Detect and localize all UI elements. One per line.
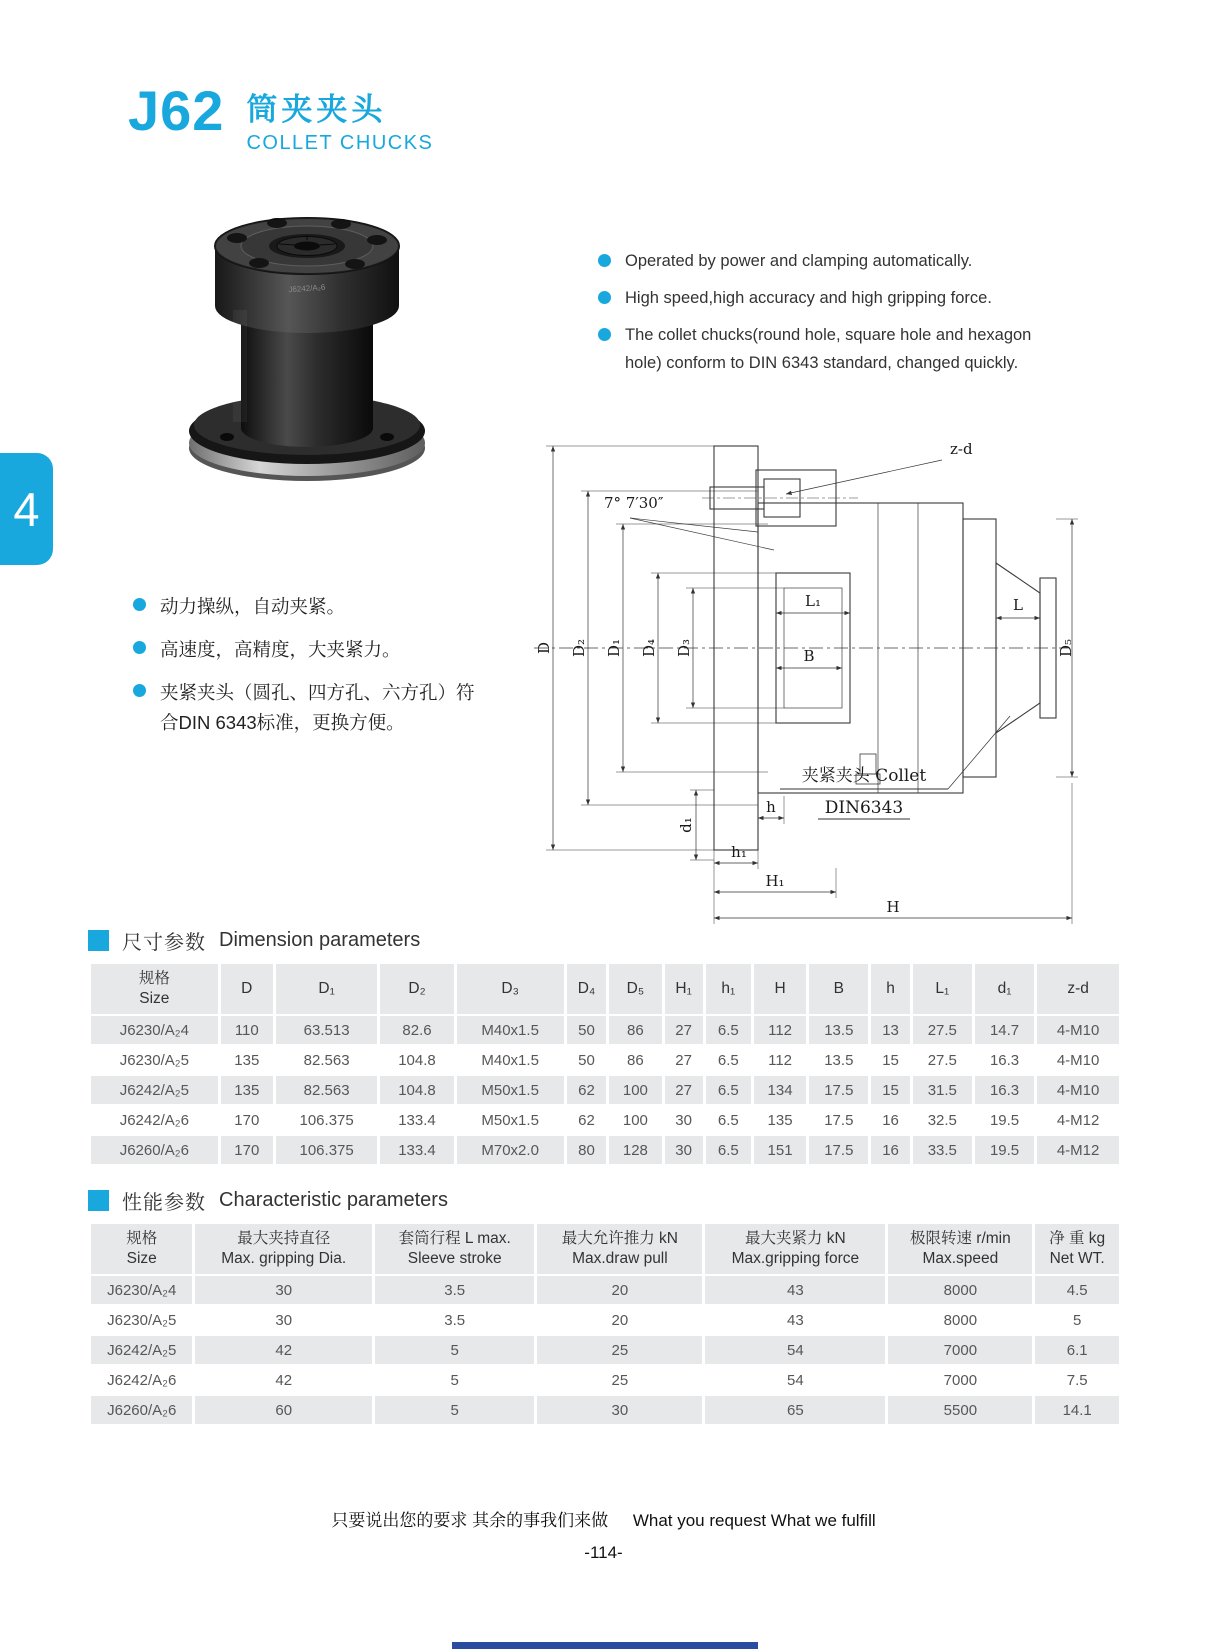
feature-text: 高速度，高精度，大夹紧力。 (160, 638, 401, 660)
table-cell: 16.3 (975, 1076, 1034, 1104)
feature-item (133, 678, 485, 738)
column-header: 规格 Size (91, 1224, 192, 1274)
column-header: D₂ (380, 964, 453, 1014)
feature-text: 动力操纵，自动夹紧。 (160, 596, 346, 617)
table-cell: 4-M12 (1037, 1136, 1119, 1164)
column-header: 规格 Size (91, 964, 218, 1014)
table-cell: 8000 (888, 1276, 1032, 1304)
drawing-label-L: L (1013, 596, 1023, 614)
table-cell: 62 (567, 1106, 607, 1134)
drawing-label-D1: D₁ (605, 638, 623, 658)
section-title-en: Dimension parameters (219, 929, 421, 951)
blue-square-icon (88, 1190, 109, 1211)
table-cell: 86 (609, 1046, 661, 1074)
table-cell: 32.5 (913, 1106, 972, 1134)
table-cell: 27 (665, 1016, 703, 1044)
table-cell: 30 (665, 1106, 703, 1134)
table-cell: 6.5 (706, 1136, 751, 1164)
table-row (91, 1136, 1119, 1164)
chapter-tab (0, 453, 53, 565)
table-cell: 128 (609, 1136, 661, 1164)
drawing-label-D2: D₂ (570, 638, 588, 658)
bullet-icon (598, 291, 611, 304)
size-cell: J6242/A₂6 (91, 1106, 218, 1134)
table-cell: 13.5 (809, 1046, 868, 1074)
table-cell: 6.5 (706, 1046, 751, 1074)
table-cell: 20 (537, 1306, 702, 1334)
table-cell: 82.563 (276, 1076, 377, 1104)
table-cell: 30 (195, 1276, 372, 1304)
blue-square-icon (88, 930, 109, 951)
table-cell: 5 (375, 1396, 534, 1424)
table-header-row (91, 964, 1119, 1014)
feature-text: The collet chucks(round hole, square hole and hexagon hole) conform to DIN 6343 standard, changed quickly. (625, 326, 1032, 372)
drawing-label-D5: D₅ (1057, 638, 1075, 658)
drawing-label-D3: D₃ (675, 638, 693, 658)
dimension-table-wrap (88, 962, 1122, 1166)
feature-item (598, 248, 1042, 275)
page-title-zh: 筒夹夹头 (246, 92, 387, 127)
size-cell: J6260/A₂6 (91, 1136, 218, 1164)
column-header: D (221, 964, 273, 1014)
column-header: 最大允许推力 kN Max.draw pull (537, 1224, 702, 1274)
table-cell: 133.4 (380, 1136, 453, 1164)
table-cell: 7.5 (1035, 1366, 1119, 1394)
table-cell: 104.8 (380, 1076, 453, 1104)
table-cell: 7000 (888, 1366, 1032, 1394)
feature-text: High speed,high accuracy and high gripping force. (625, 289, 992, 308)
table-cell: 5 (1035, 1306, 1119, 1334)
table-cell: 17.5 (809, 1136, 868, 1164)
drawing-label-zd: z-d (950, 440, 973, 458)
table-cell: 27.5 (913, 1046, 972, 1074)
table-cell: 16.3 (975, 1046, 1034, 1074)
table-cell: 33.5 (913, 1136, 972, 1164)
table-cell: 4.5 (1035, 1276, 1119, 1304)
table-cell: 42 (195, 1336, 372, 1364)
table-cell: 54 (705, 1366, 885, 1394)
feature-item (598, 322, 1042, 376)
column-header: H (754, 964, 806, 1014)
table-cell: 4-M12 (1037, 1106, 1119, 1134)
table-cell: 65 (705, 1396, 885, 1424)
table-cell: 14.1 (1035, 1396, 1119, 1424)
drawing-label-din: DIN6343 (824, 798, 904, 818)
table-row (91, 1396, 1119, 1424)
table-cell: 13 (871, 1016, 909, 1044)
bullet-icon (133, 684, 146, 697)
table-row (91, 1306, 1119, 1334)
table-cell: 135 (221, 1076, 273, 1104)
column-header: D₁ (276, 964, 377, 1014)
table-cell: M50x1.5 (457, 1076, 564, 1104)
column-header: D₄ (567, 964, 607, 1014)
table-cell: 17.5 (809, 1106, 868, 1134)
size-cell: J6242/A₂6 (91, 1366, 192, 1394)
table-cell: 15 (871, 1046, 909, 1074)
table-cell: M40x1.5 (457, 1046, 564, 1074)
table-cell: 62 (567, 1076, 607, 1104)
table-cell: 50 (567, 1046, 607, 1074)
footer-slogan (0, 1506, 1207, 1531)
drawing-label-D4: D₄ (640, 638, 658, 658)
table-cell: 135 (221, 1046, 273, 1074)
table-cell: 15 (871, 1076, 909, 1104)
table-row (91, 1016, 1119, 1044)
footer-slogan-en: What you request What we fulfill (632, 1511, 876, 1530)
size-cell: J6242/A₂5 (91, 1076, 218, 1104)
table-cell: 170 (221, 1106, 273, 1134)
section-title-zh: 尺寸参数 (122, 932, 206, 954)
size-cell: J6242/A₂5 (91, 1336, 192, 1364)
table-cell: 13.5 (809, 1016, 868, 1044)
drawing-label-H: H (886, 898, 900, 916)
table-cell: 5500 (888, 1396, 1032, 1424)
drawing-label-collet: 夹紧夹头 Collet (801, 766, 927, 786)
bullet-icon (598, 254, 611, 267)
table-cell: 133.4 (380, 1106, 453, 1134)
size-cell: J6260/A₂6 (91, 1396, 192, 1424)
table-cell: 86 (609, 1016, 661, 1044)
table-cell: 43 (705, 1276, 885, 1304)
drawing-label-d1: d₁ (677, 817, 695, 833)
section-title-en: Characteristic parameters (219, 1189, 448, 1211)
table-row (91, 1276, 1119, 1304)
table-cell: 82.563 (276, 1046, 377, 1074)
feature-text: Operated by power and clamping automatically. (625, 252, 973, 270)
column-header: D₅ (609, 964, 661, 1014)
table-cell: 112 (754, 1016, 806, 1044)
table-cell: 19.5 (975, 1136, 1034, 1164)
column-header: 套筒行程 L max. Sleeve stroke (375, 1224, 534, 1274)
size-cell: J6230/A₂4 (91, 1016, 218, 1044)
table-cell: 50 (567, 1016, 607, 1044)
column-header: h (871, 964, 909, 1014)
column-header: 净 重 kg Net WT. (1035, 1224, 1119, 1274)
table-cell: 100 (609, 1106, 661, 1134)
column-header: D₃ (457, 964, 564, 1014)
table-cell: 4-M10 (1037, 1076, 1119, 1104)
column-header: d₁ (975, 964, 1034, 1014)
table-cell: M50x1.5 (457, 1106, 564, 1134)
table-cell: 31.5 (913, 1076, 972, 1104)
column-header: L₁ (913, 964, 972, 1014)
table-cell: 151 (754, 1136, 806, 1164)
table-cell: 63.513 (276, 1016, 377, 1044)
size-cell: J6230/A₂5 (91, 1306, 192, 1334)
drawing-label-H1: H₁ (765, 872, 785, 890)
table-cell: 16 (871, 1136, 909, 1164)
table-row (91, 1046, 1119, 1074)
table-cell: 60 (195, 1396, 372, 1424)
feature-item (133, 635, 485, 665)
table-header-row (91, 1224, 1119, 1274)
photo-etched-label: J6242/A₂6 (288, 282, 326, 295)
table-cell: 20 (537, 1276, 702, 1304)
drawing-label-h: h (766, 798, 776, 816)
table-cell: 43 (705, 1306, 885, 1334)
drawing-label-D: D (535, 641, 553, 655)
bullet-icon (133, 598, 146, 611)
feature-list-zh (133, 592, 485, 751)
table-cell: 6.5 (706, 1106, 751, 1134)
table-cell: 54 (705, 1336, 885, 1364)
column-header: 最大夹持直径 Max. gripping Dia. (195, 1224, 372, 1274)
table-row (91, 1336, 1119, 1364)
table-cell: 112 (754, 1046, 806, 1074)
drawing-label-B: B (803, 647, 815, 665)
table-cell: 30 (665, 1136, 703, 1164)
drawing-label-h1: h₁ (731, 843, 747, 861)
footer-slogan-zh: 只要说出您的要求 其余的事我们来做 (331, 1511, 609, 1530)
section-title-characteristic (88, 1186, 448, 1215)
product-photo (175, 190, 440, 495)
feature-item (133, 592, 485, 622)
table-cell: 4-M10 (1037, 1016, 1119, 1044)
drawing-label-angle: 7° 7′30″ (604, 494, 664, 512)
table-cell: 19.5 (975, 1106, 1034, 1134)
table-cell: 134 (754, 1076, 806, 1104)
table-cell: 104.8 (380, 1046, 453, 1074)
bullet-icon (133, 641, 146, 654)
characteristic-table (88, 1222, 1122, 1426)
column-header: z-d (1037, 964, 1119, 1014)
table-cell: 100 (609, 1076, 661, 1104)
page-number: -114- (584, 1543, 623, 1562)
table-cell: 6.1 (1035, 1336, 1119, 1364)
table-cell: 16 (871, 1106, 909, 1134)
table-cell: 6.5 (706, 1076, 751, 1104)
table-cell: 27 (665, 1046, 703, 1074)
table-cell: 5 (375, 1336, 534, 1364)
column-header: 最大夹紧力 kN Max.gripping force (705, 1224, 885, 1274)
table-cell: 170 (221, 1136, 273, 1164)
table-cell: 25 (537, 1366, 702, 1394)
column-header: h₁ (706, 964, 751, 1014)
table-cell: 27 (665, 1076, 703, 1104)
table-cell: 8000 (888, 1306, 1032, 1334)
table-cell: 3.5 (375, 1276, 534, 1304)
table-cell: 4-M10 (1037, 1046, 1119, 1074)
table-cell: 106.375 (276, 1106, 377, 1134)
section-title-zh: 性能参数 (122, 1192, 206, 1214)
table-cell: M40x1.5 (457, 1016, 564, 1044)
table-row (91, 1076, 1119, 1104)
technical-drawing (518, 428, 1090, 928)
section-title-dimension (88, 926, 420, 955)
table-cell: 106.375 (276, 1136, 377, 1164)
bottom-accent-bar (452, 1642, 758, 1649)
table-cell: 110 (221, 1016, 273, 1044)
table-cell: 7000 (888, 1336, 1032, 1364)
table-cell: 135 (754, 1106, 806, 1134)
table-cell: 14.7 (975, 1016, 1034, 1044)
page-header (128, 79, 434, 155)
table-row (91, 1106, 1119, 1134)
feature-item (598, 285, 1042, 312)
dimension-table (88, 962, 1122, 1166)
table-cell: 80 (567, 1136, 607, 1164)
table-cell: 5 (375, 1366, 534, 1394)
feature-text: 夹紧夹头（圆孔、四方孔、六方孔）符合DIN 6343标准，更换方便。 (160, 681, 475, 733)
characteristic-table-wrap (88, 1222, 1122, 1426)
bullet-icon (598, 328, 611, 341)
chapter-number: 4 (13, 482, 40, 536)
page-title-en: COLLET CHUCKS (246, 132, 434, 154)
column-header: 极限转速 r/min Max.speed (888, 1224, 1032, 1274)
feature-list-en (598, 248, 1042, 387)
table-cell: 42 (195, 1366, 372, 1394)
model-code: J62 (128, 79, 225, 142)
table-cell: 3.5 (375, 1306, 534, 1334)
table-cell: 82.6 (380, 1016, 453, 1044)
column-header: H₁ (665, 964, 703, 1014)
column-header: B (809, 964, 868, 1014)
size-cell: J6230/A₂4 (91, 1276, 192, 1304)
table-cell: 27.5 (913, 1016, 972, 1044)
table-cell: 30 (195, 1306, 372, 1334)
table-cell: 30 (537, 1396, 702, 1424)
table-row (91, 1366, 1119, 1394)
size-cell: J6230/A₂5 (91, 1046, 218, 1074)
table-cell: 6.5 (706, 1016, 751, 1044)
table-cell: 17.5 (809, 1076, 868, 1104)
table-cell: M70x2.0 (457, 1136, 564, 1164)
drawing-label-L1: L₁ (805, 592, 821, 610)
table-cell: 25 (537, 1336, 702, 1364)
